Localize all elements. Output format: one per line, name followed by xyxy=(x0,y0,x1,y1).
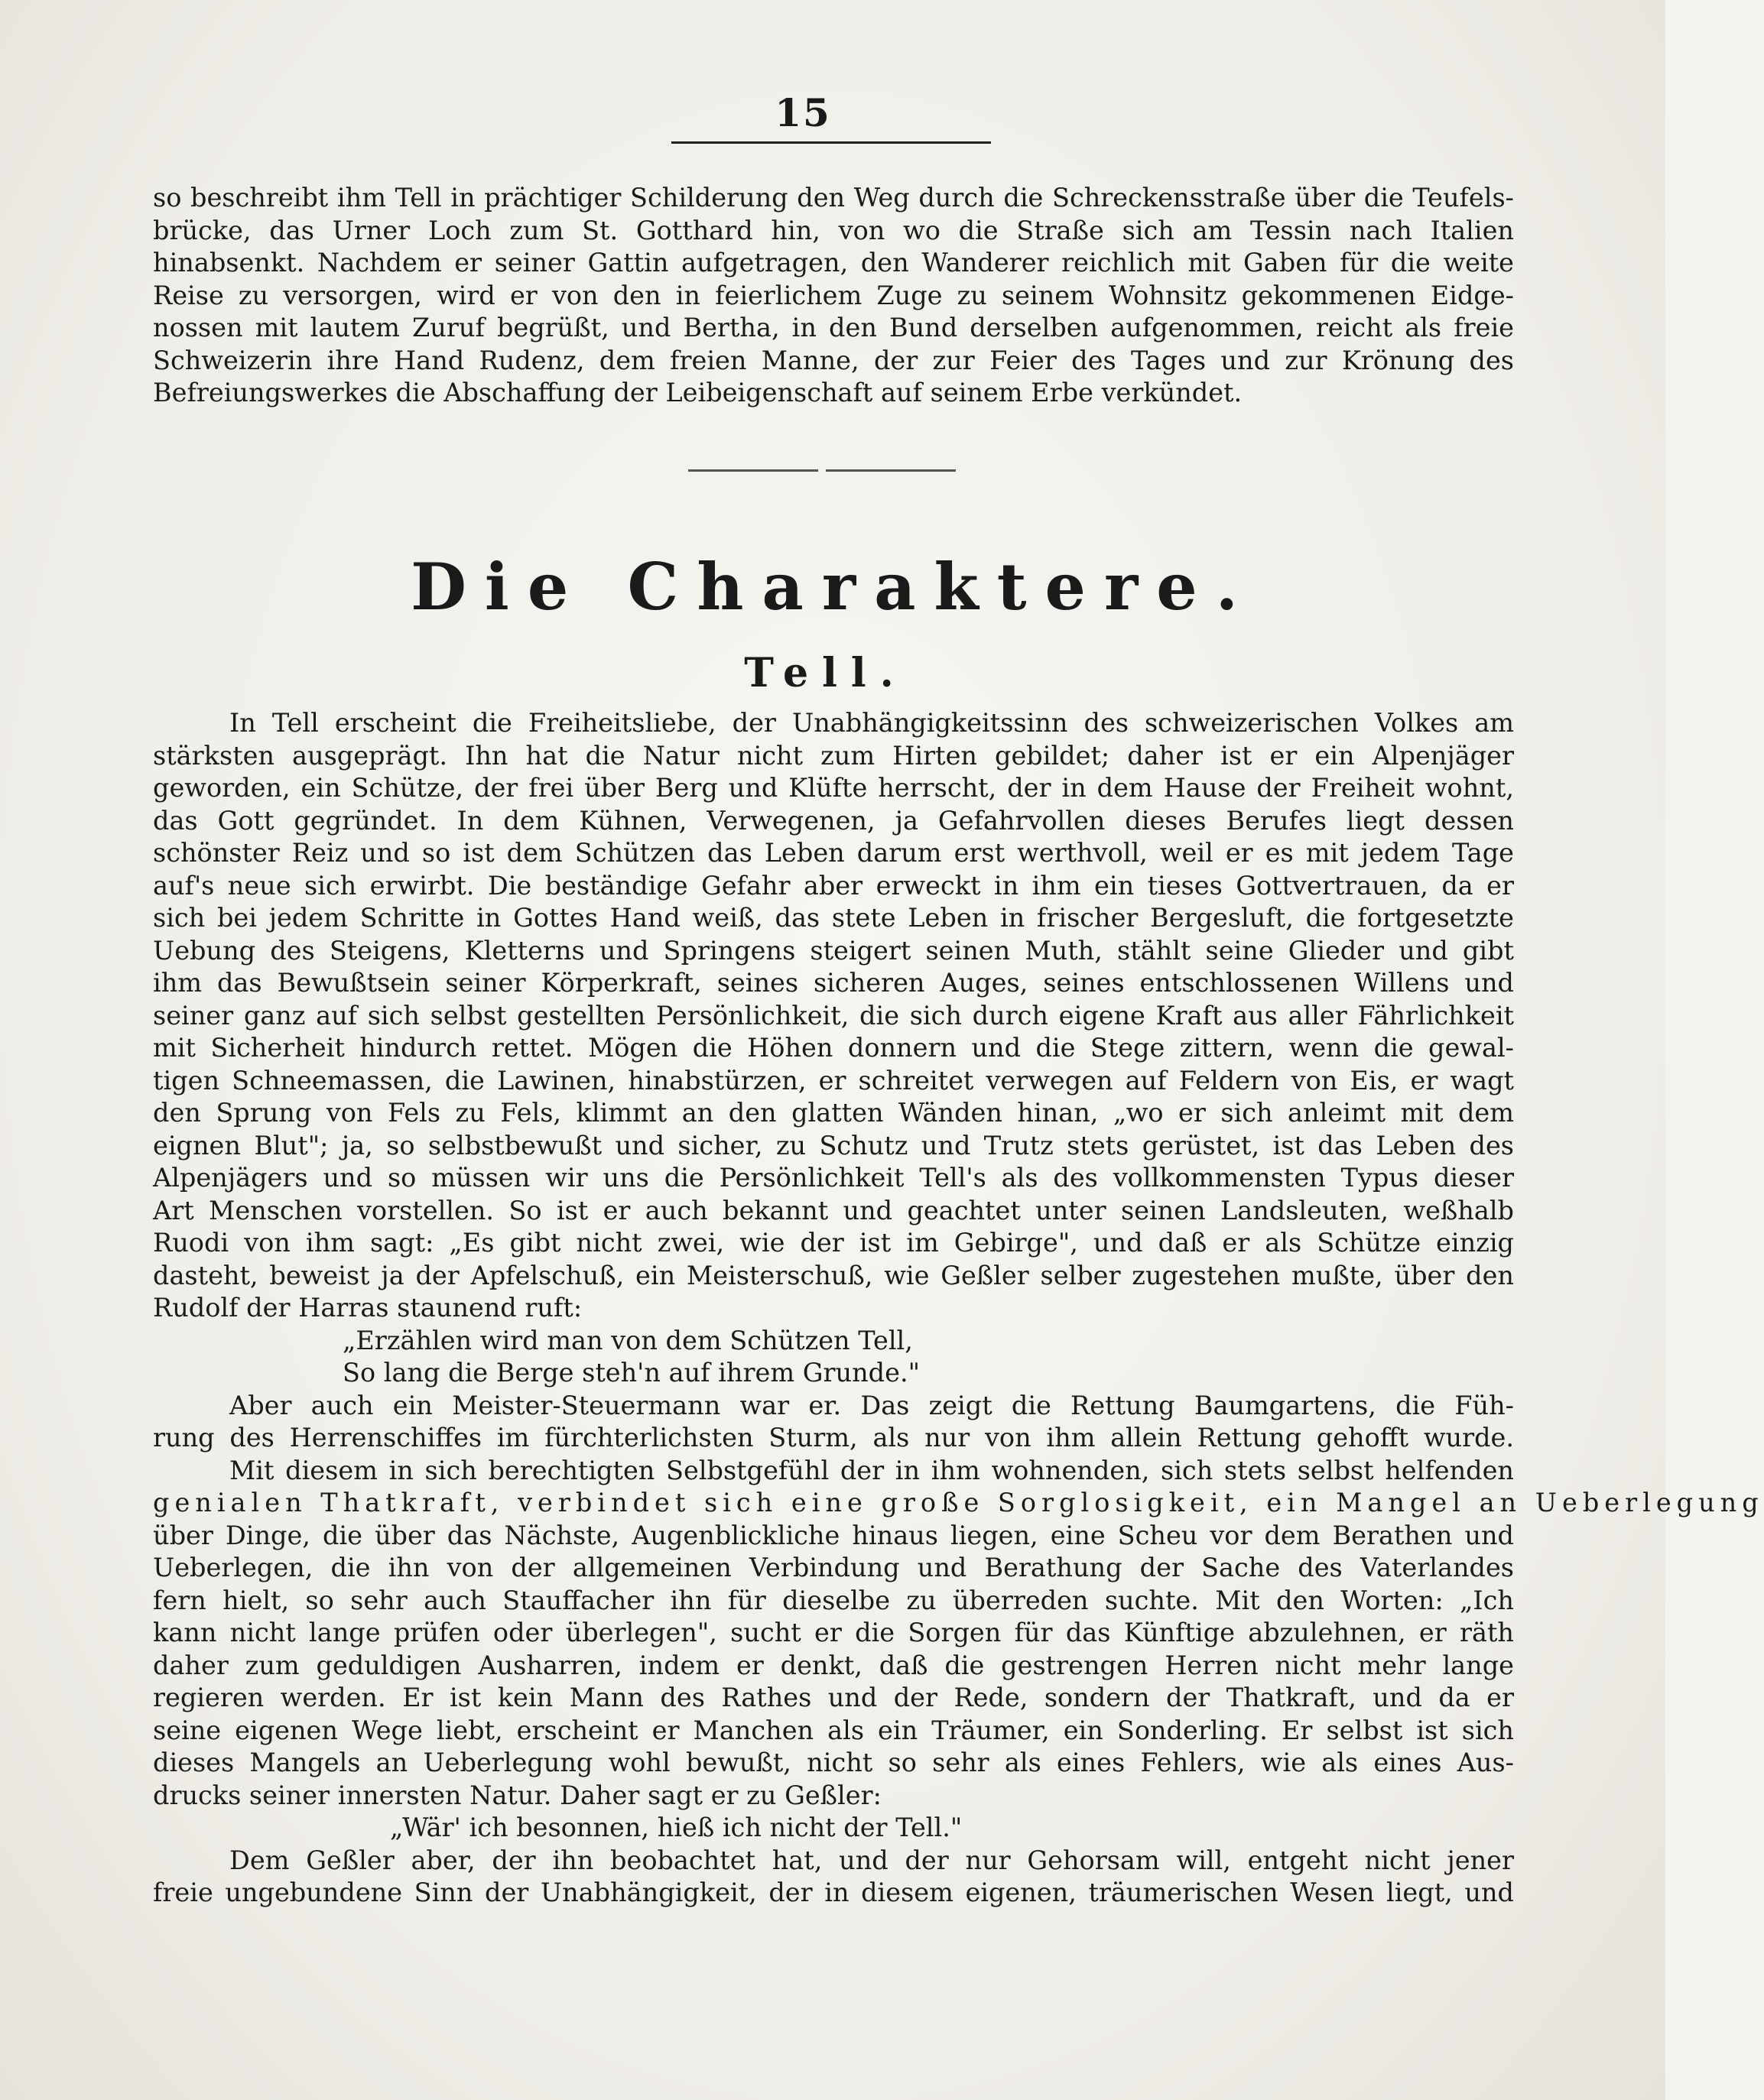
text-line: Ruodi von ihm sagt: „Es gibt nicht zwei, wie der ist im Gebirge", und daß er als Schütze einzig xyxy=(153,1228,1514,1258)
text-line: Dem Geßler aber, der ihn beobachtet hat, und der nur Gehorsam will, entgeht nicht jener xyxy=(229,1845,1514,1875)
text-line: „Wär' ich besonnen, hieß ich nicht der Tell." xyxy=(390,1813,963,1842)
text-line: freie ungebundene Sinn der Unabhängigkeit, der in diesem eigenen, träumerischen Wesen liegt, und xyxy=(153,1878,1514,1907)
text-line: Alpenjägers und so müssen wir uns die Persönlichkeit Tell's als des vollkommensten Typus dieser xyxy=(153,1163,1514,1193)
text-line: auf's neue sich erwirbt. Die beständige Gefahr aber erweckt in ihm ein tieses Gottvertrauen, da er xyxy=(153,870,1514,901)
text-line: geworden, ein Schütze, der frei über Berg und Klüfte herrscht, der in dem Hause der Freiheit wohnt, xyxy=(153,773,1514,803)
text-line: fern hielt, so sehr auch Stauffacher ihn für dieselbe zu überreden suchte. Mit den Worten: „Ich xyxy=(153,1585,1514,1615)
text-line: dasteht, beweist ja der Apfelschuß, ein Meisterschuß, wie Geßler selber zugestehen mußte, über den xyxy=(153,1260,1514,1290)
text-line: Befreiungswerkes die Abschaffung der Leibeigenschaft auf seinem Erbe verkündet. xyxy=(153,378,1243,407)
text-line: Schweizerin ihre Hand Rudenz, dem freien Manne, der zur Feier des Tages und zur Krönung des xyxy=(153,345,1514,375)
text-line: Rudolf der Harras staunend ruft: xyxy=(153,1293,583,1323)
body-text xyxy=(153,707,1764,1910)
text-line: Reise zu versorgen, wird er von den in feierlichem Zuge zu seinem Wohnsitz gekommenen Eidge- xyxy=(153,280,1514,310)
subsection-title: Tell. xyxy=(744,650,908,696)
text-line: brücke, das Urner Loch zum St. Gotthard hin, von wo die Straße sich am Tessin nach Italien xyxy=(153,215,1514,245)
text-line: den Sprung von Fels zu Fels, klimmt an den glatten Wänden hinan, „wo er sich anleimt mit dem xyxy=(153,1098,1514,1128)
text-line: seine eigenen Wege liebt, erscheint er Manchen als ein Träumer, ein Sonderling. Er selbst ist sich xyxy=(153,1715,1514,1745)
text-line: sich bei jedem Schritte in Gottes Hand weiß, das stete Leben in frischer Bergesluft, die fortgesetzte xyxy=(153,903,1514,933)
text-line: „Erzählen wird man von dem Schützen Tell, xyxy=(343,1325,913,1355)
text-line: das Gott gegründet. In dem Kühnen, Verwegenen, ja Gefahrvollen dieses Berufes liegt dessen xyxy=(153,805,1514,836)
text-line: So lang die Berge steh'n auf ihrem Grunde." xyxy=(343,1358,921,1388)
page-number: 15 xyxy=(775,90,831,135)
text-line: seiner ganz auf sich selbst gestellten Persönlichkeit, die sich durch eigene Kraft aus aller Fährlichkeit xyxy=(153,1000,1514,1031)
text-line: Art Menschen vorstellen. So ist er auch bekannt und geachtet unter seinen Landsleuten, weßhalb xyxy=(153,1195,1514,1225)
text-line: über Dinge, die über das Nächste, Augenblickliche hinaus liegen, eine Scheu vor dem Berathen und xyxy=(153,1520,1514,1550)
text-line: schönster Reiz und so ist dem Schützen das Leben darum erst werthvoll, weil er es mit jedem Tage xyxy=(153,838,1514,868)
intro-paragraph xyxy=(153,182,1514,410)
text-line: In Tell erscheint die Freiheitsliebe, der Unabhängigkeitssinn des schweizerischen Volkes am xyxy=(229,708,1514,738)
section-divider-ornament xyxy=(275,462,1376,492)
text-line: hinabsenkt. Nachdem er seiner Gattin aufgetragen, den Wanderer reichlich mit Gaben für die weite xyxy=(153,248,1514,278)
text-line: nossen mit lautem Zuruf begrüßt, und Bertha, in den Bund derselben aufgenommen, reicht als freie xyxy=(153,313,1514,342)
text-line: Aber auch ein Meister-Steuermann war er. Das zeigt die Rettung Baumgartens, die Füh- xyxy=(229,1390,1514,1420)
text-line: eignen Blut"; ja, so selbstbewußt und sicher, zu Schutz und Trutz stets gerüstet, ist das Leben des xyxy=(153,1130,1514,1160)
section-title: Die Charaktere. xyxy=(411,549,1256,625)
text-line: stärksten ausgeprägt. Ihn hat die Natur nicht zum Hirten gebildet; daher ist er ein Alpenjäger xyxy=(153,740,1514,771)
text-line: ihm das Bewußtsein seiner Körperkraft, seines sicheren Auges, seines entschlossenen Willens und xyxy=(153,968,1514,998)
text-line: Uebung des Steigens, Kletterns und Springens steigert seinen Muth, stählt seine Glieder und gibt xyxy=(153,935,1514,966)
text-line: so beschreibt ihm Tell in prächtiger Schilderung den Weg durch die Schreckensstraße über die Teufels- xyxy=(153,183,1514,213)
text-line: regieren werden. Er ist kein Mann des Rathes und der Rede, sondern der Thatkraft, und da er xyxy=(153,1683,1514,1712)
text-line: daher zum geduldigen Ausharren, indem er denkt, daß die gestrengen Herren nicht mehr lange xyxy=(153,1650,1514,1680)
text-line: Ueberlegen, die ihn von der allgemeinen Verbindung und Berathung der Sache des Vaterlandes xyxy=(153,1553,1514,1582)
text-line: dieses Mangels an Ueberlegung wohl bewußt, nicht so sehr als eines Fehlers, wie als eines Aus- xyxy=(153,1748,1514,1777)
text-line: tigen Schneemassen, die Lawinen, hinabstürzen, er schreitet verwegen auf Feldern von Eis, er wagt xyxy=(153,1065,1514,1095)
text-line: mit Sicherheit hindurch rettet. Mögen die Höhen donnern und die Stege zittern, wenn die gewal- xyxy=(153,1033,1514,1063)
header-rule xyxy=(671,141,991,144)
text-line: rung des Herrenschiffes im fürchterlichsten Sturm, als nur von ihm allein Rettung gehofft wurde. xyxy=(153,1423,1514,1452)
text-line: genialen Thatkraft, verbindet sich eine große Sorglosigkeit, ein Mangel an Ueberlegung xyxy=(153,1488,1764,1517)
text-line: drucks seiner innersten Natur. Daher sagt er zu Geßler: xyxy=(153,1780,882,1810)
text-line: kann nicht lange prüfen oder überlegen", sucht er die Sorgen für das Künftige abzulehnen, er räth xyxy=(153,1618,1514,1647)
text-line: Mit diesem in sich berechtigten Selbstgefühl der in ihm wohnenden, sich stets selbst helfenden xyxy=(229,1455,1514,1485)
